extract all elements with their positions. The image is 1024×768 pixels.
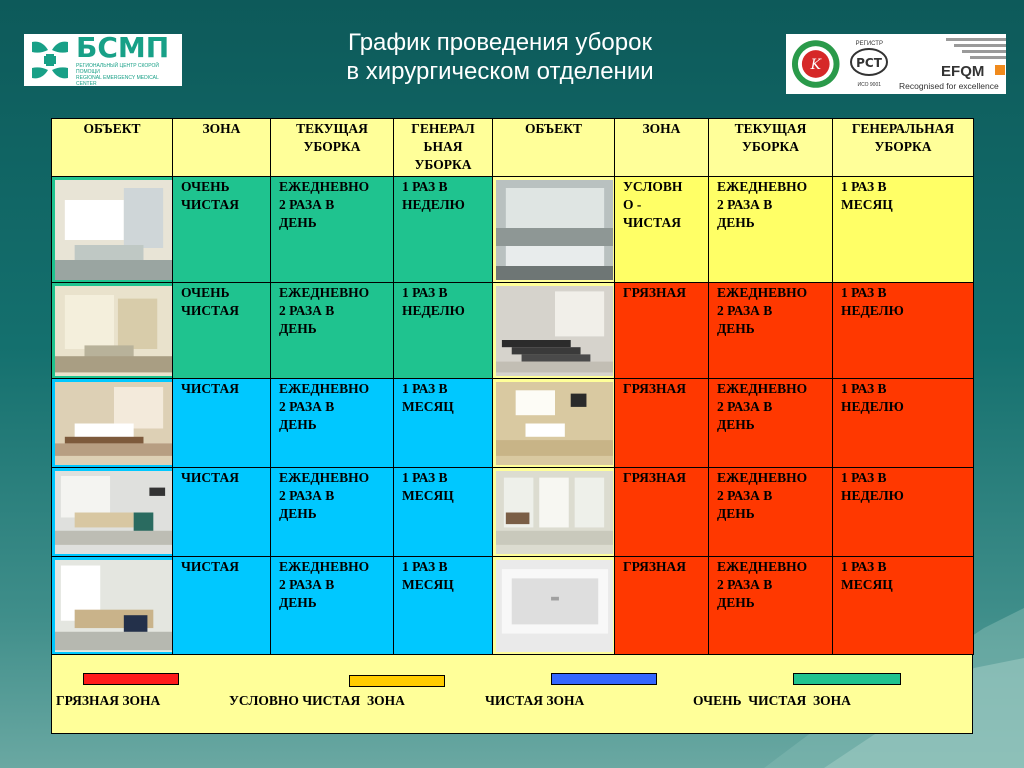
ward-photo: [52, 379, 173, 468]
staff-room-photo: [52, 468, 173, 557]
current-cleaning-cell: [271, 468, 394, 557]
zone-text: ОЧЕНЬ ЧИСТАЯ: [181, 179, 239, 212]
zone-cell: [173, 557, 271, 655]
efqm-name: EFQM: [941, 63, 985, 80]
legend-swatch-dirty: [83, 673, 179, 685]
current-cleaning-text: ЕЖЕДНЕВНО 2 РАЗА В ДЕНЬ: [279, 381, 370, 432]
general-cleaning-cell: [833, 379, 974, 468]
current-cleaning-cell: [709, 379, 833, 468]
general-cleaning-text: 1 РАЗ В НЕДЕЛЮ: [841, 285, 904, 318]
efqm-square-icon: [995, 65, 1005, 75]
general-cleaning-text: 1 РАЗ В МЕСЯЦ: [402, 559, 454, 592]
restroom-photo: [493, 468, 615, 557]
zone-text: ГРЯЗНАЯ: [623, 559, 687, 574]
efqm-logo: [897, 35, 1006, 93]
general-cleaning-cell: [394, 468, 493, 557]
current-cleaning-cell: [271, 557, 394, 655]
general-cleaning-text: 1 РАЗ В НЕДЕЛЮ: [841, 381, 904, 414]
zone-text: ГРЯЗНАЯ: [623, 285, 687, 300]
zone-cell: [173, 468, 271, 557]
legend-label-conditional: УСЛОВНО ЧИСТАЯ ЗОНА: [229, 693, 405, 708]
current-cleaning-cell: [709, 557, 833, 655]
table-header-row: [52, 119, 974, 177]
washbasin-photo: [493, 379, 615, 468]
general-cleaning-cell: [394, 177, 493, 283]
title-line-1: График проведения уборок: [348, 29, 652, 56]
bsmp-wordmark: БСМП: [76, 31, 170, 64]
general-cleaning-text: 1 РАЗ В МЕСЯЦ: [841, 179, 893, 212]
table-row: [52, 557, 974, 655]
current-cleaning-cell: [709, 177, 833, 283]
general-cleaning-cell: [394, 283, 493, 379]
zone-cell: [615, 177, 709, 283]
table-row: [52, 177, 974, 283]
zone-text: ОЧЕНЬ ЧИСТАЯ: [181, 285, 239, 318]
current-cleaning-text: ЕЖЕДНЕВНО 2 РАЗА В ДЕНЬ: [279, 179, 370, 230]
table-row: [52, 379, 974, 468]
certification-logos: [786, 34, 1006, 94]
general-cleaning-text: 1 РАЗ В НЕДЕЛЮ: [402, 179, 465, 212]
doctor-office-photo: [52, 557, 173, 655]
header-general-left: ГЕНЕРАЛ ЬНАЯ УБОРКА: [394, 119, 493, 177]
general-cleaning-cell: [394, 379, 493, 468]
general-cleaning-cell: [833, 283, 974, 379]
general-cleaning-text: 1 РАЗ В НЕДЕЛЮ: [402, 285, 465, 318]
zone-cell: [173, 177, 271, 283]
general-cleaning-cell: [394, 557, 493, 655]
cleaning-schedule-table: [51, 118, 974, 655]
zone-legend: [52, 655, 972, 733]
shower-tray-photo: [493, 557, 615, 655]
title-line-2: в хирургическом отделении: [346, 58, 654, 85]
general-cleaning-cell: [833, 177, 974, 283]
zone-text: УСЛОВН О - ЧИСТАЯ: [623, 179, 683, 230]
treatment-room-photo: [52, 177, 173, 283]
current-cleaning-text: ЕЖЕДНЕВНО 2 РАЗА В ДЕНЬ: [279, 285, 370, 336]
efqm-tagline: Recognised for excellence: [899, 81, 999, 91]
legend-swatch-clean: [551, 673, 657, 685]
current-cleaning-cell: [271, 283, 394, 379]
legend-label-clean: ЧИСТАЯ ЗОНА: [485, 693, 585, 708]
general-cleaning-cell: [833, 557, 974, 655]
legend-label-very-clean: ОЧЕНЬ ЧИСТАЯ ЗОНА: [693, 693, 851, 708]
current-cleaning-text: ЕЖЕДНЕВНО 2 РАЗА В ДЕНЬ: [717, 381, 808, 432]
zone-cell: [615, 557, 709, 655]
zone-text: ЧИСТАЯ: [181, 559, 239, 574]
current-cleaning-text: ЕЖЕДНЕВНО 2 РАЗА В ДЕНЬ: [717, 559, 808, 610]
current-cleaning-text: ЕЖЕДНЕВНО 2 РАЗА В ДЕНЬ: [279, 470, 370, 521]
current-cleaning-cell: [271, 177, 394, 283]
header-object-left: ОБЪЕКТ: [52, 119, 173, 177]
zone-text: ГРЯЗНАЯ: [623, 381, 687, 396]
header-general-right: ГЕНЕРАЛЬНАЯ УБОРКА: [833, 119, 974, 177]
rst-certificate: [846, 41, 894, 88]
current-cleaning-text: ЕЖЕДНЕВНО 2 РАЗА В ДЕНЬ: [717, 285, 808, 336]
legend-swatch-very-clean: [793, 673, 901, 685]
bsmp-logo: [24, 31, 182, 87]
rst-top-label: РЕГИСТР: [855, 40, 883, 47]
current-cleaning-text: ЕЖЕДНЕВНО 2 РАЗА В ДЕНЬ: [717, 470, 808, 521]
header-object-right: ОБЪЕКТ: [493, 119, 615, 177]
page-title: [290, 28, 710, 86]
current-cleaning-text: ЕЖЕДНЕВНО 2 РАЗА В ДЕНЬ: [279, 559, 370, 610]
rst-bottom-label: ИСО 9001: [857, 81, 882, 88]
general-cleaning-text: 1 РАЗ В НЕДЕЛЮ: [841, 470, 904, 503]
zone-cell: [615, 283, 709, 379]
current-cleaning-cell: [709, 283, 833, 379]
current-cleaning-cell: [709, 468, 833, 557]
zone-cell: [615, 379, 709, 468]
zone-cell: [173, 379, 271, 468]
zone-text: ЧИСТАЯ: [181, 470, 239, 485]
efqm-bars-icon: [897, 38, 1006, 59]
rst-mark-icon: [849, 47, 889, 77]
bsmp-subtitle-en: REGIONAL EMERGENCY MEDICAL CENTER: [76, 75, 159, 87]
quality-badge-icon: [790, 38, 842, 90]
general-cleaning-text: 1 РАЗ В МЕСЯЦ: [402, 470, 454, 503]
corridor-photo: [493, 177, 615, 283]
zone-text: ГРЯЗНАЯ: [623, 470, 687, 485]
header-current-right: ТЕКУЩАЯ УБОРКА: [709, 119, 833, 177]
legend-label-dirty: ГРЯЗНАЯ ЗОНА: [56, 693, 161, 708]
staircase-photo: [493, 283, 615, 379]
bsmp-emblem-icon: [28, 38, 72, 82]
general-cleaning-text: 1 РАЗ В МЕСЯЦ: [841, 559, 893, 592]
header-zone-right: ЗОНА: [615, 119, 709, 177]
header-zone-left: ЗОНА: [173, 119, 271, 177]
zone-cell: [173, 283, 271, 379]
operating-room-photo: [52, 283, 173, 379]
table-row: [52, 468, 974, 557]
bsmp-subtitle-ru: РЕГИОНАЛЬНЫЙ ЦЕНТР СКОРОЙ ПОМОЩИ: [76, 63, 159, 75]
current-cleaning-text: ЕЖЕДНЕВНО 2 РАЗА В ДЕНЬ: [717, 179, 808, 230]
legend-swatch-conditional: [349, 675, 445, 687]
header-current-left: ТЕКУЩАЯ УБОРКА: [271, 119, 394, 177]
rst-mark-text: РСТ: [856, 55, 883, 70]
zone-cell: [615, 468, 709, 557]
table-row: [52, 283, 974, 379]
svg-text:K: K: [810, 56, 821, 73]
general-cleaning-text: 1 РАЗ В МЕСЯЦ: [402, 381, 454, 414]
general-cleaning-cell: [833, 468, 974, 557]
zone-text: ЧИСТАЯ: [181, 381, 239, 396]
current-cleaning-cell: [271, 379, 394, 468]
